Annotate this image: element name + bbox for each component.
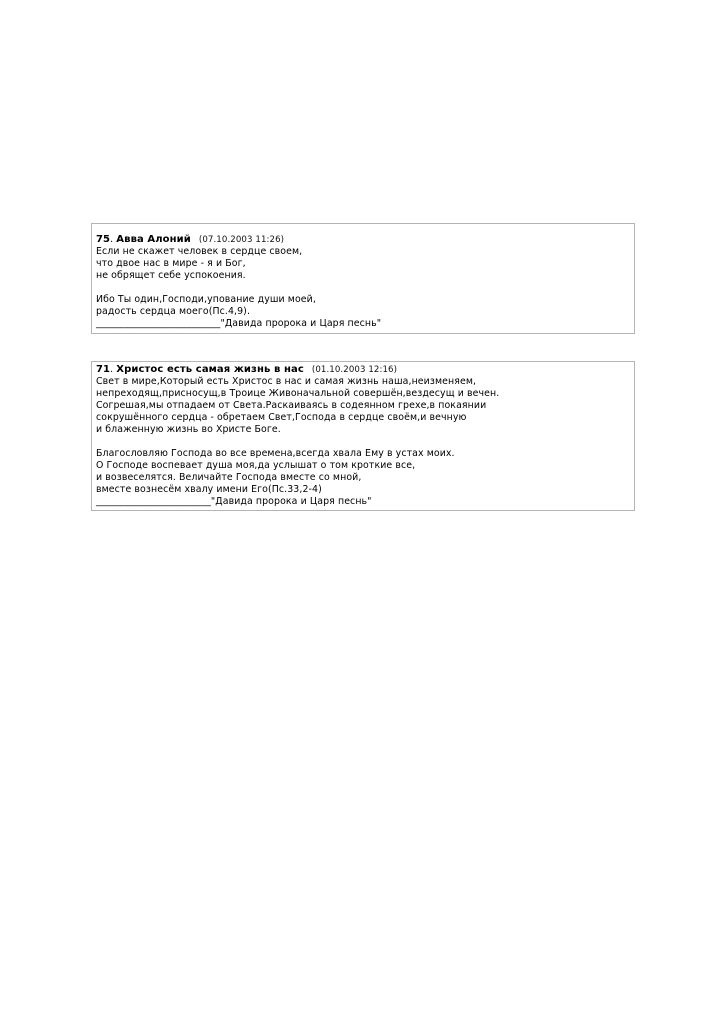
signature-line: __________________________"Давида пророка и Царя песнь" bbox=[96, 318, 382, 329]
paragraph-gap bbox=[96, 436, 631, 448]
text-line: Свет в мире,Который есть Христос в нас и самая жизнь наша,неизменяем, bbox=[96, 376, 477, 387]
text-line: что двое нас в мире - я и Бог, bbox=[96, 258, 246, 269]
post-date: (07.10.2003 11:26) bbox=[198, 235, 285, 245]
post-date: (01.10.2003 12:16) bbox=[311, 365, 398, 375]
text-line: О Господе воспевает душа моя,да услышат о том кроткие все, bbox=[96, 460, 416, 471]
text-line: Благословляю Господа во все времена,всегда хвала Ему в устах моих. bbox=[96, 448, 455, 459]
post-body bbox=[96, 376, 631, 508]
text-line: не обрящет себе успокоения. bbox=[96, 270, 246, 281]
post-title: Авва Алоний bbox=[116, 234, 191, 245]
post-number: 71 bbox=[96, 364, 111, 375]
text-line: Согрешая,мы отпадаем от Света.Раскаиваясь в содеянном грехе,в покаянии bbox=[96, 400, 487, 411]
post-75 bbox=[91, 223, 635, 334]
text-line: вместе вознесём хвалу имени Его(Пс.33,2-4) bbox=[96, 484, 322, 495]
text-line: и возвеселятся. Величайте Господа вместе со мной, bbox=[96, 472, 362, 483]
text-line: непреходящ,присносущ,в Троице Живоначальной совершён,вездесущ и вечен. bbox=[96, 388, 500, 399]
post-title: Христос есть самая жизнь в нас bbox=[116, 364, 304, 375]
text-line: сокрушённого сердца - обретаем Свет,Господа в сердце своём,и вечную bbox=[96, 412, 467, 423]
post-number-separator: . bbox=[110, 364, 117, 375]
post-header bbox=[96, 234, 631, 246]
post-71 bbox=[91, 361, 635, 511]
post-body bbox=[96, 246, 631, 330]
signature-line: ________________________"Давида пророка и Царя песнь" bbox=[96, 496, 372, 507]
text-line: Ибо Ты один,Господи,упование души моей, bbox=[96, 294, 316, 305]
text-line: радость сердца моего(Пс.4,9). bbox=[96, 306, 251, 317]
text-line: Если не скажет человек в сердце своем, bbox=[96, 246, 303, 257]
text-line: и блаженную жизнь во Христе Боге. bbox=[96, 424, 281, 435]
paragraph-gap bbox=[96, 282, 631, 294]
post-header bbox=[96, 364, 631, 376]
post-number-separator: . bbox=[110, 234, 117, 245]
post-number: 75 bbox=[96, 234, 111, 245]
